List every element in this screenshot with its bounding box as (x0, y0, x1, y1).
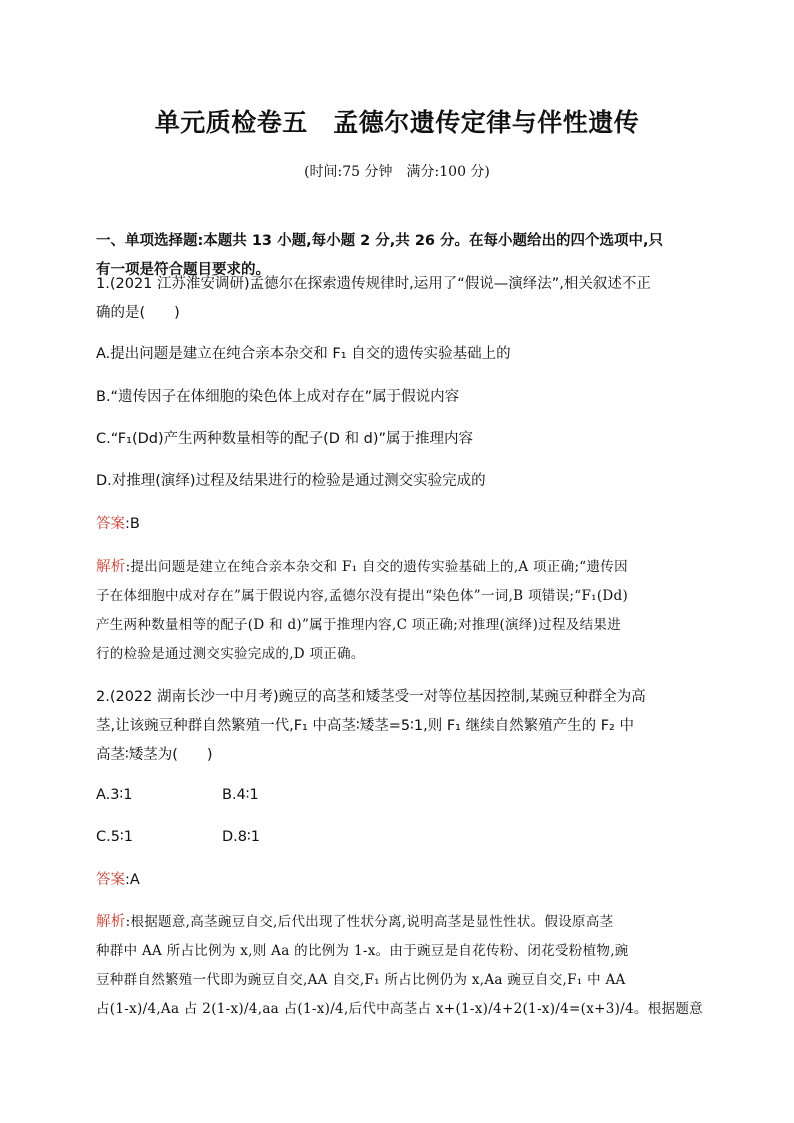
q1-option-b: B.“遗传因子在体细胞的染色体上成对存在”属于假说内容 (96, 389, 460, 405)
q1-option-d: D.对推理(演绎)过程及结果进行的检验是通过测交实验完成的 (96, 473, 486, 489)
q2-stem-line-2: 茎,让该豌豆种群自然繁殖一代,F₁ 中高茎∶矮茎=5∶1,则 F₁ 继续自然繁殖产生的 F₂ 中 (96, 718, 634, 734)
q2-answer-label: 答案 (96, 872, 125, 888)
q2-stem-line-3: 高茎∶矮茎为( ) (96, 747, 213, 763)
q2-analysis (96, 908, 703, 1024)
q1-option-c: C.“F₁(Dd)产生两种数量相等的配子(D 和 d)”属于推理内容 (96, 431, 474, 447)
q1-answer-value: :B (125, 516, 140, 532)
q2-analysis-line-2: 种群中 AA 所占比例为 x,则 Aa 的比例为 1-x。由于豌豆是自花传粉、闭花受粉植物,豌 (96, 943, 629, 959)
q1-analysis-line-3: 产生两种数量相等的配子(D 和 d)”属于推理内容,C 项正确;对推理(演绎)过程及结果进 (96, 617, 621, 633)
q2-answer-value: :A (125, 872, 140, 888)
q2-option-d: D.8∶1 (222, 829, 260, 845)
q1-stem-line-1: 1.(2021 江苏淮安调研)孟德尔在探索遗传规律时,运用了“假说—演绎法”,相关叙述不正 (96, 276, 651, 292)
q1-analysis-line-1: :提出问题是建立在纯合亲本杂交和 F₁ 自交的遗传实验基础上的,A 项正确;“遗传因 (125, 559, 628, 575)
q2-analysis-line-1: :根据题意,高茎豌豆自交,后代出现了性状分离,说明高茎是显性性状。假设原高茎 (125, 914, 614, 930)
q2-answer (96, 866, 696, 895)
q2-option-c: C.5∶1 (96, 829, 133, 845)
q1-analysis-line-2: 子在体细胞中成对存在”属于假说内容,孟德尔没有提出“染色体”一词,B 项错误;“F₁(Dd) (96, 588, 629, 604)
q1-analysis (96, 553, 696, 669)
q2-analysis-line-4: 占(1-x)/4,Aa 占 2(1-x)/4,aa 占(1-x)/4,后代中高茎占 x+(1-x)/4+2(1-x)/4=(x+3)/4。根据题意 (96, 1001, 703, 1017)
q1-analysis-label: 解析 (96, 559, 126, 575)
q2-stem-line-1: 2.(2022 湖南长沙一中月考)豌豆的高茎和矮茎受一对等位基因控制,某豌豆种群全为高 (96, 689, 646, 705)
q2-options-row-1 (96, 781, 696, 810)
q1-analysis-line-4: 行的检验是通过测交实验完成的,D 项正确。 (96, 646, 365, 662)
section-header-line-2: 有一项是符合题目要求的。 (96, 262, 270, 278)
q2-option-b: B.4∶1 (222, 787, 259, 803)
q1-option-a: A.提出问题是建立在纯合亲本杂交和 F₁ 自交的遗传实验基础上的 (96, 346, 511, 362)
q2-option-a: A.3∶1 (96, 787, 133, 803)
section-header-line-1: 一、单项选择题:本题共 13 小题,每小题 2 分,共 26 分。在每小题给出的四个选项中,只 (96, 233, 664, 249)
exam-time-score: (时间:75 分钟 满分:100 分) (304, 164, 490, 180)
question-1-stem (96, 270, 696, 328)
q2-options-row-2 (96, 823, 696, 852)
q2-analysis-line-3: 豆种群自然繁殖一代即为豌豆自交,AA 自交,F₁ 所占比例仍为 x,Aa 豌豆自交,F₁ 中 AA (96, 972, 626, 988)
page-title: 单元质检卷五 孟德尔遗传定律与伴性遗传 (154, 108, 640, 137)
question-2-stem (96, 683, 696, 770)
q1-stem-line-2: 确的是( ) (96, 305, 180, 321)
q1-answer (96, 510, 696, 539)
q2-analysis-label: 解析 (96, 914, 126, 930)
q1-answer-label: 答案 (96, 516, 125, 532)
